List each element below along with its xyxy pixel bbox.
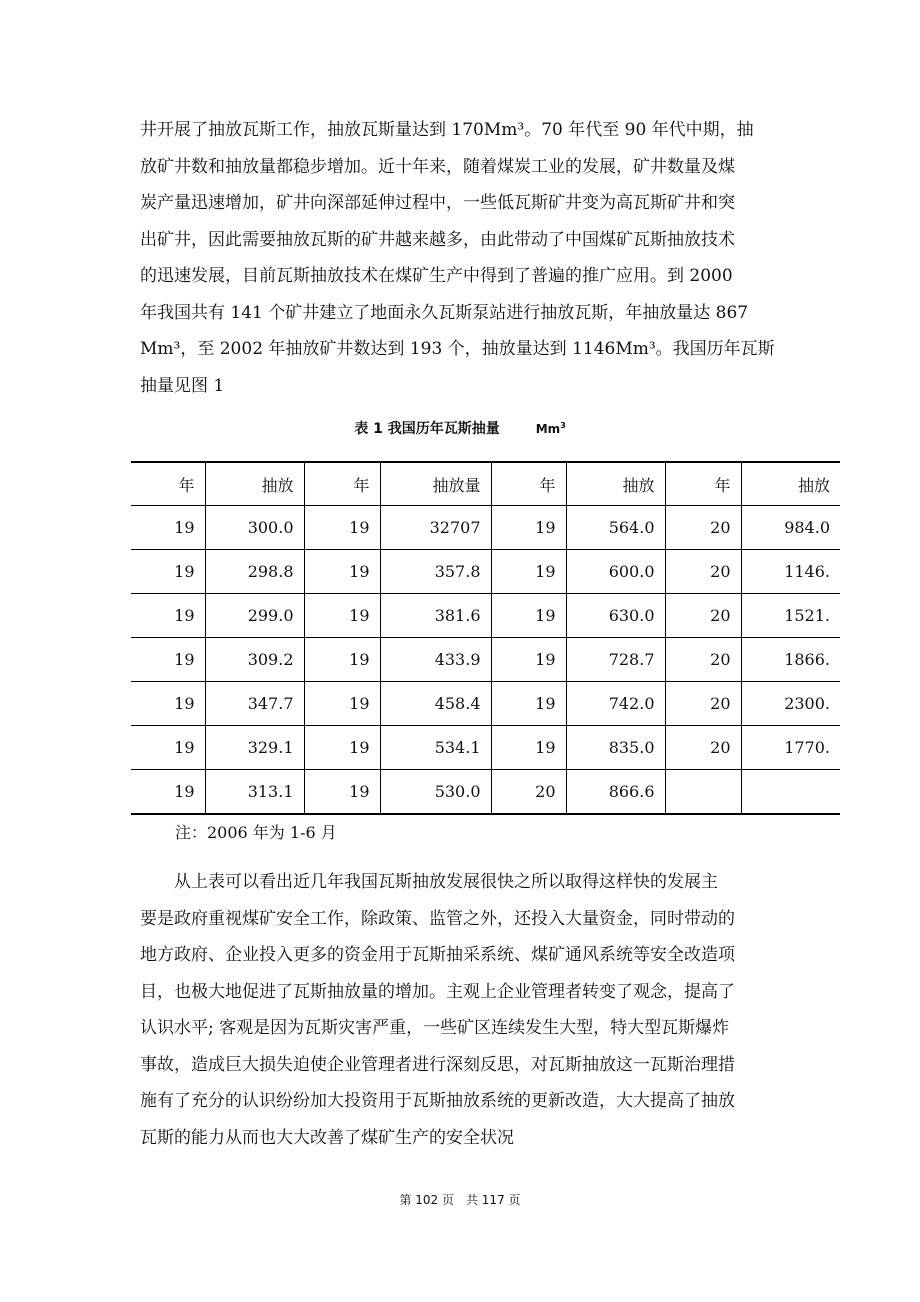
text-line: 井开展了抽放瓦斯工作，抽放瓦斯量达到 170Mm³。70 年代至 90 年代中期，抽 bbox=[140, 120, 754, 140]
header-cell: 抽放 bbox=[741, 462, 840, 506]
table-cell: 742.0 bbox=[566, 682, 665, 726]
table-cell: 458.4 bbox=[380, 682, 491, 726]
text-line: 地方政府、企业投入更多的资金用于瓦斯抽采系统、煤矿通风系统等安全改造项 bbox=[140, 945, 735, 965]
header-cell: 年 bbox=[665, 462, 741, 506]
table-cell: 630.0 bbox=[566, 594, 665, 638]
table-cell: 347.7 bbox=[205, 682, 304, 726]
table-cell: 298.8 bbox=[205, 550, 304, 594]
table-cell: 19 bbox=[131, 550, 205, 594]
header-cell: 抽放量 bbox=[380, 462, 491, 506]
table-row bbox=[131, 638, 840, 682]
text-line: 年我国共有 141 个矿井建立了地面永久瓦斯泵站进行抽放瓦斯，年抽放量达 867 bbox=[140, 302, 749, 323]
table-cell: 32707 bbox=[380, 506, 491, 550]
table-cell: 433.9 bbox=[380, 638, 491, 682]
table-cell: 20 bbox=[665, 594, 741, 638]
table-cell: 564.0 bbox=[566, 506, 665, 550]
text-line: 目，也极大地促进了瓦斯抽放量的增加。主观上企业管理者转变了观念，提高了 bbox=[140, 981, 735, 1002]
table-row bbox=[131, 770, 840, 815]
text-line: 出矿井，因此需要抽放瓦斯的矿井越来越多，由此带动了中国煤矿瓦斯抽放技术 bbox=[140, 229, 735, 250]
page-footer: 第 102 页 共 117 页 bbox=[399, 1193, 521, 1207]
text-line: 施有了充分的认识纷纷加大投资用于瓦斯抽放系统的更新改造，大大提高了抽放 bbox=[140, 1091, 735, 1111]
table-note: 注：2006 年为 1-6 月 bbox=[175, 823, 337, 842]
table-cell: 530.0 bbox=[380, 770, 491, 815]
text-line: 要是政府重视煤矿安全工作，除政策、监管之外，还投入大量资金，同时带动的 bbox=[140, 908, 735, 929]
table-cell: 19 bbox=[491, 682, 566, 726]
table-cell: 20 bbox=[491, 770, 566, 815]
text-line: 炭产量迅速增加，矿井向深部延伸过程中，一些低瓦斯矿井变为高瓦斯矿井和突 bbox=[140, 193, 735, 213]
table-row bbox=[131, 682, 840, 726]
text-line: Mm³，至 2002 年抽放矿井数达到 193 个，抽放量达到 1146Mm³。我国历年瓦斯 bbox=[140, 339, 775, 359]
table-unit-base: Mm bbox=[535, 422, 561, 436]
table-cell: 381.6 bbox=[380, 594, 491, 638]
table-cell: 19 bbox=[131, 770, 205, 815]
table-cell: 20 bbox=[665, 550, 741, 594]
table-cell: 19 bbox=[491, 550, 566, 594]
table-cell: 19 bbox=[491, 506, 566, 550]
table-cell: 313.1 bbox=[205, 770, 304, 815]
table-cell: 835.0 bbox=[566, 726, 665, 770]
text-line: 从上表可以看出近几年我国瓦斯抽放发展很快之所以取得这样快的发展主 bbox=[174, 872, 718, 892]
text-line: 抽量见图 1 bbox=[140, 375, 225, 396]
table-cell: 2300. bbox=[741, 682, 840, 726]
header-cell: 年 bbox=[491, 462, 566, 506]
table-cell: 19 bbox=[131, 682, 205, 726]
table-title: 表 1 我国历年瓦斯抽量 bbox=[354, 421, 500, 437]
table-cell: 866.6 bbox=[566, 770, 665, 815]
gas-drainage-table bbox=[131, 461, 840, 815]
table-cell bbox=[665, 770, 741, 815]
table-cell: 534.1 bbox=[380, 726, 491, 770]
table-cell: 1146. bbox=[741, 550, 840, 594]
table-cell: 19 bbox=[304, 726, 380, 770]
table-cell: 1770. bbox=[741, 726, 840, 770]
header-cell: 年 bbox=[131, 462, 205, 506]
table-cell: 309.2 bbox=[205, 638, 304, 682]
table-cell: 19 bbox=[131, 594, 205, 638]
table-cell: 1866. bbox=[741, 638, 840, 682]
table-caption bbox=[0, 418, 920, 438]
table-cell: 19 bbox=[304, 594, 380, 638]
table-cell: 600.0 bbox=[566, 550, 665, 594]
text-line: 事故，造成巨大损失迫使企业管理者进行深刻反思，对瓦斯抽放这一瓦斯治理措 bbox=[140, 1054, 735, 1075]
table-cell: 19 bbox=[304, 506, 380, 550]
table-cell: 19 bbox=[131, 638, 205, 682]
paragraph-1 bbox=[140, 112, 780, 404]
table-cell: 20 bbox=[665, 638, 741, 682]
table-cell: 984.0 bbox=[741, 506, 840, 550]
table-cell: 19 bbox=[304, 550, 380, 594]
table-cell: 728.7 bbox=[566, 638, 665, 682]
table-cell: 19 bbox=[491, 638, 566, 682]
text-line: 瓦斯的能力从而也大大改善了煤矿生产的安全状况 bbox=[140, 1127, 514, 1148]
table-row bbox=[131, 550, 840, 594]
table-cell: 357.8 bbox=[380, 550, 491, 594]
table-cell: 19 bbox=[491, 726, 566, 770]
table-cell: 19 bbox=[304, 638, 380, 682]
table-cell: 300.0 bbox=[205, 506, 304, 550]
table-cell: 20 bbox=[665, 726, 741, 770]
table-cell: 329.1 bbox=[205, 726, 304, 770]
text-line: 的迅速发展，目前瓦斯抽放技术在煤矿生产中得到了普遍的推广应用。到 2000 bbox=[140, 266, 733, 286]
table-row bbox=[131, 506, 840, 550]
table-unit bbox=[536, 422, 566, 436]
table-cell: 19 bbox=[304, 682, 380, 726]
header-cell: 抽放 bbox=[566, 462, 665, 506]
table-cell: 20 bbox=[665, 682, 741, 726]
header-cell: 年 bbox=[304, 462, 380, 506]
header-cell: 抽放 bbox=[205, 462, 304, 506]
text-line: 认识水平; 客观是因为瓦斯灾害严重，一些矿区连续发生大型，特大型瓦斯爆炸 bbox=[140, 1018, 730, 1038]
table-row bbox=[131, 726, 840, 770]
table-cell: 19 bbox=[131, 506, 205, 550]
table-cell: 19 bbox=[491, 594, 566, 638]
table-cell: 20 bbox=[665, 506, 741, 550]
text-line: 放矿井数和抽放量都稳步增加。近十年来，随着煤炭工业的发展，矿井数量及煤 bbox=[140, 156, 735, 177]
table-cell bbox=[741, 770, 840, 815]
table-row bbox=[131, 594, 840, 638]
table-header-row bbox=[131, 462, 840, 506]
table-cell: 1521. bbox=[741, 594, 840, 638]
table-cell: 19 bbox=[131, 726, 205, 770]
table-cell: 299.0 bbox=[205, 594, 304, 638]
table-cell: 19 bbox=[304, 770, 380, 815]
table-unit-superscript: 3 bbox=[560, 421, 566, 430]
paragraph-2 bbox=[140, 864, 780, 1156]
